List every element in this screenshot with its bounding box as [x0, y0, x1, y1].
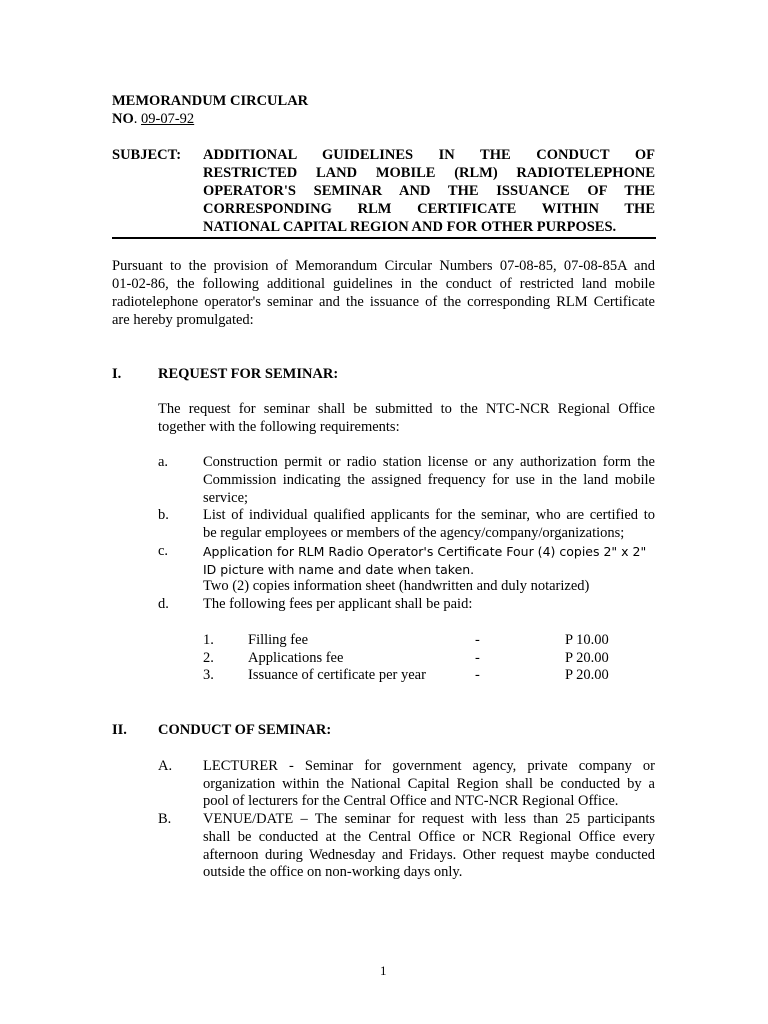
item-c-line-1: Application for RLM Radio Operator's Certificate Four (4) copies 2" x 2" — [203, 544, 647, 559]
item-B-line-3: afternoon during Wednesday and Fridays. Other request maybe conducted — [203, 847, 655, 863]
memo-number-value: 09-07-92 — [141, 111, 195, 127]
item-a-line-2: Commission indicating the assigned frequency for use in the land mobile — [203, 472, 655, 488]
memo-number-label: NO — [112, 111, 134, 127]
item-a-line-3: service; — [203, 490, 249, 506]
fee-dash: - — [475, 667, 480, 683]
fee-number: 3. — [203, 667, 214, 683]
intro-line-4: are hereby promulgated: — [112, 312, 254, 328]
section-1-heading: REQUEST FOR SEMINAR: — [158, 366, 339, 382]
fee-label: Filling fee — [248, 632, 309, 648]
fee-row — [203, 650, 623, 668]
page-number: 1 — [380, 963, 387, 978]
subject-line-1: ADDITIONAL GUIDELINES IN THE CONDUCT OF — [203, 147, 655, 163]
subject-label: SUBJECT: — [112, 147, 182, 163]
intro-line-3: radiotelephone operator's seminar and the issuance of the corresponding RLM Certificate — [112, 294, 655, 310]
item-B-line-2: shall be conducted at the Central Office or NCR Regional Office every — [203, 829, 655, 845]
section-1-number: I. — [112, 366, 122, 382]
fee-row — [203, 632, 623, 650]
subject-divider — [112, 237, 656, 239]
fee-amount: P 10.00 — [565, 632, 609, 648]
fee-dash: - — [475, 632, 480, 648]
fee-row — [203, 667, 623, 685]
item-B-line-4: outside the office on non-working days only. — [203, 864, 463, 880]
memo-number — [112, 111, 194, 129]
item-A-line-2: organization within the National Capital Region shall be conducted by a — [203, 776, 655, 792]
item-A-line-3: pool of lecturers for the Central Office and NTC-NCR Regional Office. — [203, 793, 619, 809]
fee-amount: P 20.00 — [565, 650, 609, 666]
memo-title: MEMORANDUM CIRCULAR — [112, 93, 309, 109]
intro-line-1: Pursuant to the provision of Memorandum Circular Numbers 07-08-85, 07-08-85A and — [112, 258, 655, 274]
item-A-line-1: LECTURER - Seminar for government agency, private company or — [203, 758, 655, 774]
item-A-marker: A. — [158, 758, 173, 774]
intro-line-2: 01-02-86, the following additional guidelines in the conduct of restricted land mobile — [112, 276, 655, 292]
section-2-number: II. — [112, 722, 127, 738]
item-b-line-2: be regular employees or members of the agency/company/organizations; — [203, 525, 625, 541]
subject-line-5: NATIONAL CAPITAL REGION AND FOR OTHER PURPOSES. — [203, 219, 617, 235]
item-c-marker: c. — [158, 543, 169, 559]
item-b-marker: b. — [158, 507, 169, 523]
item-c-line-3: Two (2) copies information sheet (handwritten and duly notarized) — [203, 578, 590, 594]
subject-line-4: CORRESPONDING RLM CERTIFICATE WITHIN THE — [203, 201, 655, 217]
fee-label: Issuance of certificate per year — [248, 667, 426, 683]
memo-number-dot: . — [133, 111, 138, 127]
item-a-line-1: Construction permit or radio station license or any authorization form the — [203, 454, 655, 470]
item-a-marker: a. — [158, 454, 169, 470]
item-B-line-1: VENUE/DATE – The seminar for request with less than 25 participants — [203, 811, 655, 827]
fee-number: 2. — [203, 650, 214, 666]
item-B-marker: B. — [158, 811, 172, 827]
fee-dash: - — [475, 650, 480, 666]
item-d-line-1: The following fees per applicant shall be paid: — [203, 596, 473, 612]
item-b-line-1: List of individual qualified applicants for the seminar, who are certified to — [203, 507, 655, 523]
section-1-para-line-1: The request for seminar shall be submitted to the NTC-NCR Regional Office — [158, 401, 655, 417]
subject-line-3: OPERATOR'S SEMINAR AND THE ISSUANCE OF THE — [203, 183, 655, 199]
fee-label: Applications fee — [248, 650, 344, 666]
subject-line-2: RESTRICTED LAND MOBILE (RLM) RADIOTELEPHONE — [203, 165, 655, 181]
section-2-heading: CONDUCT OF SEMINAR: — [158, 722, 332, 738]
item-d-marker: d. — [158, 596, 169, 612]
item-c-line-2: ID picture with name and date when taken. — [203, 562, 475, 577]
section-1-para-line-2: together with the following requirements: — [158, 419, 400, 435]
fee-amount: P 20.00 — [565, 667, 609, 683]
fee-number: 1. — [203, 632, 214, 648]
